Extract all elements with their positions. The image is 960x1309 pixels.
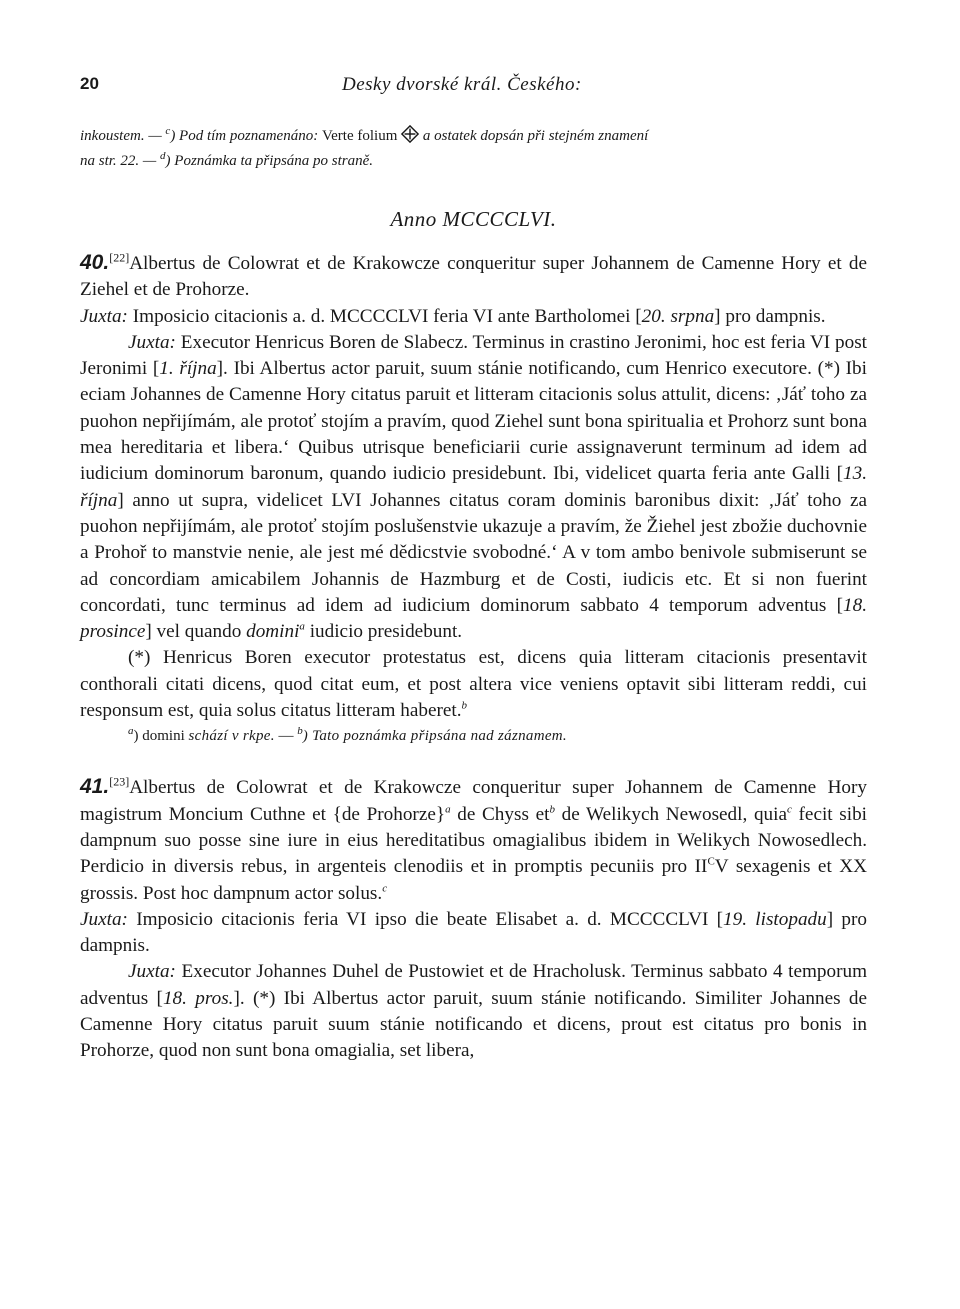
page-number: 20	[80, 74, 99, 93]
page	[80, 74, 867, 1065]
footnote-text: inkoustem. —	[80, 128, 166, 144]
date-gloss: 20. srpna	[641, 305, 715, 327]
footnote-text: ) domini	[133, 728, 189, 745]
top-footnotes	[80, 124, 867, 174]
entry-ref: [23]	[109, 774, 130, 789]
entry-40-intro	[80, 250, 867, 304]
footnote-text: ) Poznámka ta připsána po straně.	[165, 153, 374, 169]
footnote-mark: c	[786, 803, 792, 816]
entry-ref: [22]	[109, 250, 130, 265]
footnote-separator: —	[274, 728, 298, 745]
entry-intro-text: de Welikych Newosedl, quia	[554, 803, 787, 825]
date-gloss: 18. prosince	[80, 594, 867, 643]
entry-41	[80, 774, 867, 1064]
footnote-text: schází v rkpe.	[188, 728, 275, 745]
body-text: ]. Ibi Albertus actor paruit, suum stánie notificando, cum Henrico executore. (*) Ibi eciam Johannes de Camenne Hory citatus paruit et litteram citacionis solus attulit, dicens: ‚Jáť toho za puohon nepřijímám, ale protoť stojím a pravím, quod Ziehel sunt bona spiritualia et Prohorz sunt bona mea hereditaria et libera.‘ Quibus utrisque beneficiarii curie assignaverunt terminum ad idem ad iudicium dominorum baronum, quando iudicio presidebunt. Ibi, videlicet quarta feria ante Galli [	[80, 358, 867, 485]
body-text: ]. (*) Ibi Albertus actor paruit, suum stánie notificando. Similiter Johannes de Camenne Hory citatus paruit suum stánie notificando et dicens, prout est citatus pro bonis in Prohorze, quod non sunt bona omagialia, set libera,	[80, 987, 867, 1062]
bracketed-text: {de Prohorze}	[332, 803, 446, 825]
body-text: ] anno ut supra, videlicet LVI Johannes citatus coram dominis baronibus dixit: ‚Jáť toho za puohon nepřijímám, ale protoť stojím poslušenstvie ukazuje a pravím, že Žiehel jest zbožie duchovnie a Prohoř to manstvie nenie, ale jest mé dědicstvie svobodné.‘ A v tom ambo benivole submiserunt se ad concordiam amicabilem Johannis de Hazmburg et de Costi, iudicis etc. Et si non fuerint concordati, tunc terminus ad idem ad iudicium dominorum sabbato 4 temporum adventus [	[80, 489, 867, 616]
footnote-mark: d	[160, 150, 166, 162]
date-gloss: 18. pros.	[162, 987, 234, 1009]
date-gloss: 19. listopadu	[723, 908, 827, 930]
footnote-verte: Verte folium	[321, 128, 398, 144]
entry-number: 41.	[80, 775, 110, 799]
footnote-mark: c	[165, 125, 171, 137]
footnote-mark: b	[297, 725, 303, 738]
entry-40	[80, 250, 867, 748]
juxta-text: ] pro dampnis.	[714, 305, 826, 327]
footnote-mark: b	[549, 803, 555, 816]
running-title: Desky dvorské král. Českého:	[342, 74, 582, 95]
juxta-label: Juxta:	[80, 305, 128, 327]
entry-41-juxta-citation	[80, 907, 867, 960]
body-text: ] vel quando	[145, 621, 247, 643]
footnote-mark: a	[128, 725, 134, 738]
entry-41-body	[80, 959, 867, 1064]
juxta-label: Juxta:	[128, 961, 176, 983]
footnote-mark: a	[445, 803, 451, 816]
top-footnote-line-1	[80, 124, 867, 149]
footnote-mark: b	[461, 699, 468, 712]
superscript-numeral: C	[707, 855, 715, 868]
juxta-text: Imposicio citacionis feria VI ipso die beate Elisabet a. d. MCCCCLVI [	[127, 908, 724, 930]
juxta-text: ] pro dampnis.	[80, 908, 867, 957]
juxta-text: Imposicio citacionis a. d. MCCCCLVI feria VI ante Bartholomei [	[127, 305, 642, 327]
cross-in-diamond-icon	[401, 125, 419, 143]
entry-41-intro	[80, 774, 867, 906]
juxta-label: Juxta:	[80, 908, 128, 930]
footnote-mark: c	[382, 882, 388, 895]
entry-intro-text: Albertus de Colowrat et de Krakowcze conqueritur super Johannem de Camenne Hory et de Ziehel et de Prohorze.	[80, 253, 867, 301]
body-italic-word: domini	[246, 621, 300, 643]
date-gloss: 1. října	[159, 358, 217, 380]
entry-40-juxta-citation	[80, 304, 867, 330]
entry-number: 40.	[80, 251, 110, 274]
entry-intro-text: Albertus de Colowrat et de Krakowcze conqueritur super Johannem de Camenne Hory magistrum Moncium Cuthne et	[80, 777, 867, 825]
body-text: Executor Johannes Duhel de Pustowiet et de Hracholusk. Terminus sabbato 4 temporum adventus [	[80, 961, 867, 1009]
page-header	[80, 74, 867, 104]
entry-intro-text: fecit sibi dampnum suo posse sine iure in eius hereditatibus omagialibus ibidem in Welikych Nowosedlech. Perdicio in diversis rebus, in argenteis clenodiis et in promptis pecuniis pro II	[80, 803, 868, 878]
juxta-label: Juxta:	[128, 331, 176, 353]
entry-40-body	[80, 330, 867, 646]
footnote-mark: a	[299, 620, 305, 633]
footnote-text: a ostatek dopsán při stejném znamení	[419, 128, 649, 144]
footnote-text: na str. 22. —	[80, 153, 161, 169]
entry-40-footnotes	[80, 724, 867, 748]
entry-intro-text: V sexagenis et XX grossis. Post hoc dampnum actor solus.	[80, 856, 867, 904]
top-footnote-line-2	[80, 149, 867, 174]
footnote-text: ) Pod tím poznamenáno:	[170, 128, 322, 144]
entry-40-annotation	[80, 645, 867, 724]
footnote-text: ) Tato poznámka připsána nad záznamem.	[302, 728, 567, 745]
entry-intro-text: de Chyss et	[450, 803, 550, 825]
body-text: Executor Henricus Boren de Slabecz. Terminus in crastino Jeronimi, hoc est feria VI post Jeronimi [	[80, 331, 867, 380]
annotation-text: (*) Henricus Boren executor protestatus est, dicens quia litteram citacionis presentavit conthorali citati dicens, quod citat eum, et post altera vice veniens optavit sibi litteram reddi, cui responsum est, quia solus citatus litteram haberet.	[80, 647, 867, 722]
date-gloss: 13. října	[80, 463, 867, 511]
body-text: iudicio presidebunt.	[304, 621, 463, 643]
year-heading: Anno MCCCCLVI.	[390, 207, 557, 231]
